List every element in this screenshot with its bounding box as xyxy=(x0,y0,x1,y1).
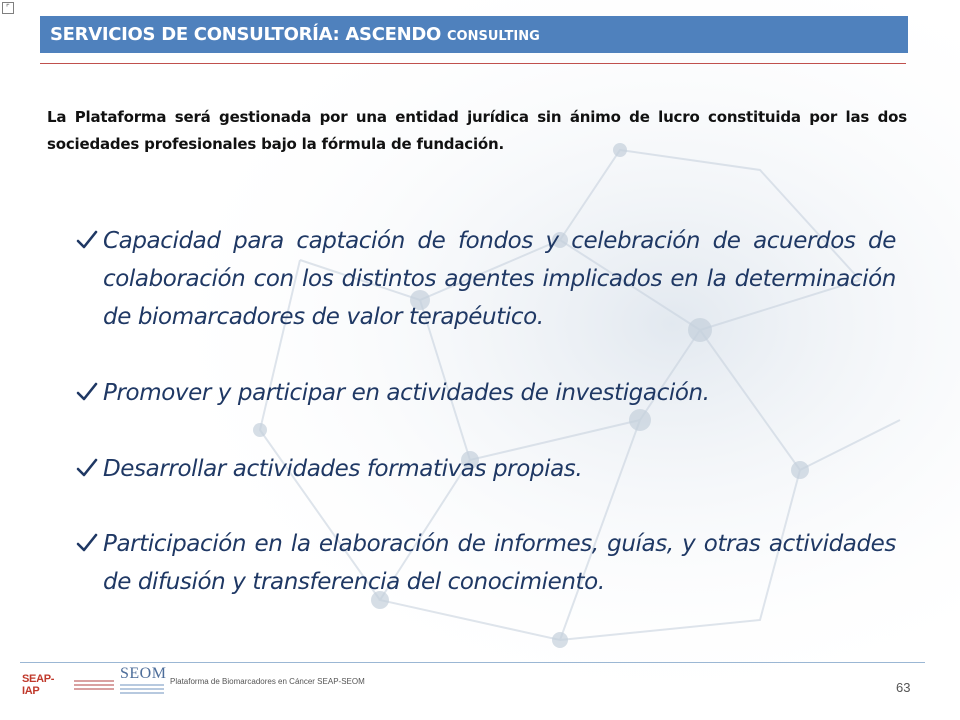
slide-title: SERVICIOS DE CONSULTORÍA: ASCENDO xyxy=(50,24,442,45)
seom-logo-text: SEOM xyxy=(120,665,167,682)
seom-logo xyxy=(120,666,170,696)
list-item xyxy=(76,450,896,488)
list-item xyxy=(76,525,896,601)
slide-title-subtitle: CONSULTING xyxy=(447,28,540,44)
bullet-text: Capacidad para captación de fondos y celebración de acuerdos de colaboración con los distintos agentes implicados en la determinación de biomarcadores de valor terapéutico. xyxy=(103,228,896,330)
check-icon xyxy=(76,381,98,403)
seap-logo xyxy=(22,674,114,696)
bullet-text: Participación en la elaboración de informes, guías, y otras actividades de difusión y transferencia del conocimiento. xyxy=(103,531,896,595)
check-icon xyxy=(76,457,98,479)
seap-logo-text: SEAP-IAP xyxy=(22,673,55,697)
check-icon xyxy=(76,532,98,554)
page-number: 63 xyxy=(896,680,911,695)
title-bar xyxy=(40,16,908,53)
footer-logos xyxy=(22,666,170,696)
bullet-text: Desarrollar actividades formativas propias. xyxy=(103,456,583,482)
footer-text: Plataforma de Biomarcadores en Cáncer SEAP-SEOM xyxy=(170,677,365,686)
bullet-text: Promover y participar en actividades de investigación. xyxy=(103,380,710,406)
corner-marker-icon: ⌜ xyxy=(2,2,14,14)
title-divider xyxy=(40,63,906,64)
list-item xyxy=(76,374,896,412)
list-item xyxy=(76,222,896,336)
intro-paragraph: La Plataforma será gestionada por una entidad jurídica sin ánimo de lucro constituida por las dos sociedades profesionales bajo la fórmula de fundación. xyxy=(47,108,907,153)
check-icon xyxy=(76,229,98,251)
footer-divider xyxy=(20,662,925,663)
bullet-list xyxy=(76,222,896,601)
